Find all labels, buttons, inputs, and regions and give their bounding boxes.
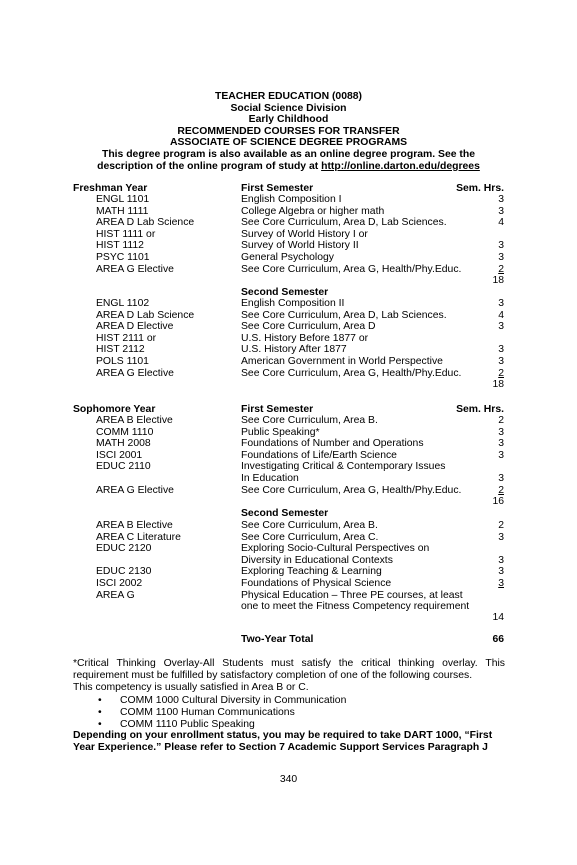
freshman-second-semester-label: Second Semester (241, 287, 329, 298)
freshman-sem-hrs-label: Sem. Hrs. (456, 183, 504, 194)
course-description: General Psychology (241, 252, 334, 263)
bullet-icon: • (98, 695, 102, 706)
course-description: See Core Curriculum, Area D, Lab Sciences. (241, 217, 447, 229)
dart-note: Depending on your enrollment status, you may be required to take DART 1000, “First Year Experience.” Please refer to Section 7 Academic Support Services Paragraph J (73, 730, 493, 753)
course-description: Foundations of Life/Earth Science (241, 449, 397, 461)
course-hours: 3 (498, 426, 504, 438)
sophomore-first-total-row (0, 496, 577, 508)
course-hours: 3 (498, 578, 504, 589)
course-code: HIST 2111 or (96, 332, 157, 344)
course-code: AREA D Lab Science (96, 309, 195, 321)
course-code: AREA D Elective (96, 321, 174, 333)
course-hours: 3 (498, 298, 504, 309)
course-hours: 4 (498, 217, 504, 229)
online-degrees-link[interactable]: http://online.darton.edu/degrees (321, 160, 480, 172)
division-name: Social Science Division (230, 102, 347, 114)
course-description: Exploring Socio-Cultural Perspectives on (241, 543, 430, 555)
course-code: AREA G Elective (96, 484, 174, 496)
course-hours: 3 (498, 240, 504, 252)
course-description: one to meet the Fitness Competency requirement (241, 601, 470, 613)
critical-thinking-footnote: *Critical Thinking Overlay-All Students must satisfy the critical thinking overlay. This requirement must be fulfilled by satisfactory completion of one of the following courses. (73, 658, 505, 681)
online-note: This degree program is also available as an online degree program. See the (101, 148, 476, 160)
sophomore-first-semester-label: First Semester (241, 404, 314, 415)
bullet-icon: • (98, 707, 102, 718)
course-hours: 3 (498, 321, 504, 333)
course-hours: 2 (498, 415, 504, 426)
course-hours: 3 (498, 473, 504, 484)
course-description: Public Speaking* (241, 426, 320, 438)
sophomore-sem-hrs-label: Sem. Hrs. (456, 404, 504, 415)
course-row (0, 356, 577, 368)
course-code: MATH 1111 (96, 205, 149, 217)
course-code: HIST 2112 (96, 344, 145, 356)
course-description: Exploring Teaching & Learning (241, 566, 382, 578)
course-code: HIST 1112 (96, 240, 144, 252)
course-row (0, 321, 577, 333)
two-year-total-value: 66 (492, 634, 504, 645)
course-description: Foundations of Number and Operations (241, 438, 424, 450)
course-row (0, 543, 577, 555)
course-description: See Core Curriculum, Area D, Lab Sciences. (241, 309, 447, 321)
recommended-heading: RECOMMENDED COURSES FOR TRANSFER (177, 125, 400, 137)
freshman-first-semester-label: First Semester (241, 183, 314, 194)
course-row (0, 485, 577, 497)
course-hours: 3 (498, 194, 504, 205)
course-hours: 3 (498, 449, 504, 461)
course-row (0, 298, 577, 310)
course-hours: 2 (498, 484, 504, 496)
course-hours: 2 (498, 520, 504, 531)
course-description: Investigating Critical & Contemporary Issues (241, 461, 446, 473)
two-year-total-row (0, 634, 577, 646)
course-description: English Composition II (241, 298, 345, 309)
sophomore-second-total: 14 (492, 612, 504, 623)
course-hours: 2 (498, 263, 504, 275)
course-description: Survey of World History II (241, 240, 359, 252)
course-code: HIST 1111 or (96, 228, 156, 240)
course-code: AREA G (96, 589, 135, 601)
course-description: In Education (241, 473, 299, 484)
course-hours: 3 (498, 252, 504, 263)
sophomore-year-label: Sophomore Year (73, 404, 156, 415)
course-code: AREA C Literature (96, 531, 181, 543)
course-code: ENGL 1102 (96, 298, 150, 309)
course-row (0, 450, 577, 462)
course-description: American Government in World Perspective (241, 356, 443, 367)
program-header (0, 91, 577, 172)
course-row (0, 438, 577, 450)
freshman-first-total: 18 (492, 275, 504, 286)
course-hours: 3 (498, 344, 504, 356)
course-row (0, 590, 577, 602)
overlay-course-item: COMM 1110 Public Speaking (120, 719, 255, 730)
program-title: TEACHER EDUCATION (0088) (214, 91, 363, 102)
degree-heading: ASSOCIATE OF SCIENCE DEGREE PROGRAMS (169, 137, 408, 149)
course-row (0, 532, 577, 544)
course-description: Foundations of Physical Science (241, 578, 392, 589)
course-row (0, 194, 577, 206)
course-hours: 3 (498, 205, 504, 217)
course-row (0, 264, 577, 276)
course-code: AREA G Elective (96, 263, 174, 275)
course-code: PSYC 1101 (96, 252, 150, 263)
course-row (0, 368, 577, 380)
freshman-second-total: 18 (492, 379, 504, 390)
course-row (0, 229, 577, 241)
course-row (0, 473, 577, 485)
course-code: MATH 2008 (96, 438, 151, 450)
course-code: ISCI 2001 (96, 449, 143, 461)
overlay-course-item: COMM 1100 Human Communications (120, 707, 295, 718)
course-hours: 3 (498, 531, 504, 543)
course-row (0, 217, 577, 229)
course-row (0, 427, 577, 439)
course-code: EDUC 2130 (96, 566, 152, 578)
sophomore-second-header-row (0, 508, 577, 520)
course-description: See Core Curriculum, Area C. (241, 531, 379, 543)
course-description: English Composition I (241, 194, 342, 205)
course-description: See Core Curriculum, Area G, Health/Phy.Educ. (241, 263, 462, 275)
course-hours: 3 (498, 566, 504, 578)
course-hours: 3 (498, 356, 504, 367)
course-code: AREA G Elective (96, 367, 174, 379)
sophomore-second-total-row (0, 612, 577, 624)
online-note-prefix: description of the online program of study at (97, 160, 322, 172)
freshman-first-total-row (0, 275, 577, 287)
course-code: EDUC 2120 (96, 543, 152, 555)
course-row (0, 415, 577, 427)
course-code: COMM 1110 (96, 426, 154, 438)
course-row (0, 520, 577, 532)
course-code: EDUC 2110 (96, 461, 151, 473)
course-row (0, 344, 577, 356)
course-description: See Core Curriculum, Area D (241, 321, 376, 333)
course-description: See Core Curriculum, Area G, Health/Phy.Educ. (241, 367, 462, 379)
freshman-second-total-row (0, 379, 577, 391)
course-code: AREA D Lab Science (96, 217, 195, 229)
course-description: Diversity in Educational Contexts (241, 554, 393, 566)
course-row (0, 240, 577, 252)
course-code: ISCI 2002 (96, 578, 143, 589)
course-code: POLS 1101 (96, 356, 149, 367)
course-code: AREA B Elective (96, 520, 173, 531)
page-number: 340 (279, 774, 298, 785)
overlay-course-item: COMM 1000 Cultural Diversity in Communication (120, 695, 347, 706)
course-code: ENGL 1101 (96, 194, 150, 205)
online-note-line2 (0, 161, 577, 173)
course-description: See Core Curriculum, Area B. (241, 520, 378, 531)
course-description: College Algebra or higher math (241, 205, 385, 217)
course-row (0, 333, 577, 345)
course-code: AREA B Elective (96, 415, 173, 426)
course-row (0, 252, 577, 264)
bullet-icon: • (98, 719, 102, 730)
program-name: Early Childhood (248, 114, 329, 126)
course-row (0, 461, 577, 473)
course-row (0, 555, 577, 567)
two-year-total-label: Two-Year Total (241, 634, 314, 645)
freshman-year-label: Freshman Year (73, 183, 148, 194)
course-description: Physical Education – Three PE courses, at least (241, 589, 463, 601)
course-row (0, 566, 577, 578)
course-description: See Core Curriculum, Area G, Health/Phy.Educ. (241, 484, 462, 496)
course-description: U.S. History After 1877 (241, 344, 347, 356)
course-row (0, 206, 577, 218)
course-hours: 3 (498, 554, 504, 566)
course-description: Survey of World History I or (241, 228, 368, 240)
course-hours: 2 (498, 367, 504, 379)
course-description: See Core Curriculum, Area B. (241, 415, 378, 426)
course-description: U.S. History Before 1877 or (241, 332, 369, 344)
course-hours: 3 (498, 438, 504, 450)
course-row (0, 310, 577, 322)
critical-thinking-footnote-line2: This competency is usually satisfied in Area B or C. (73, 682, 309, 693)
course-row (0, 578, 577, 590)
course-hours: 4 (498, 309, 504, 321)
sophomore-second-semester-label: Second Semester (241, 508, 329, 519)
sophomore-first-total: 16 (492, 496, 504, 507)
